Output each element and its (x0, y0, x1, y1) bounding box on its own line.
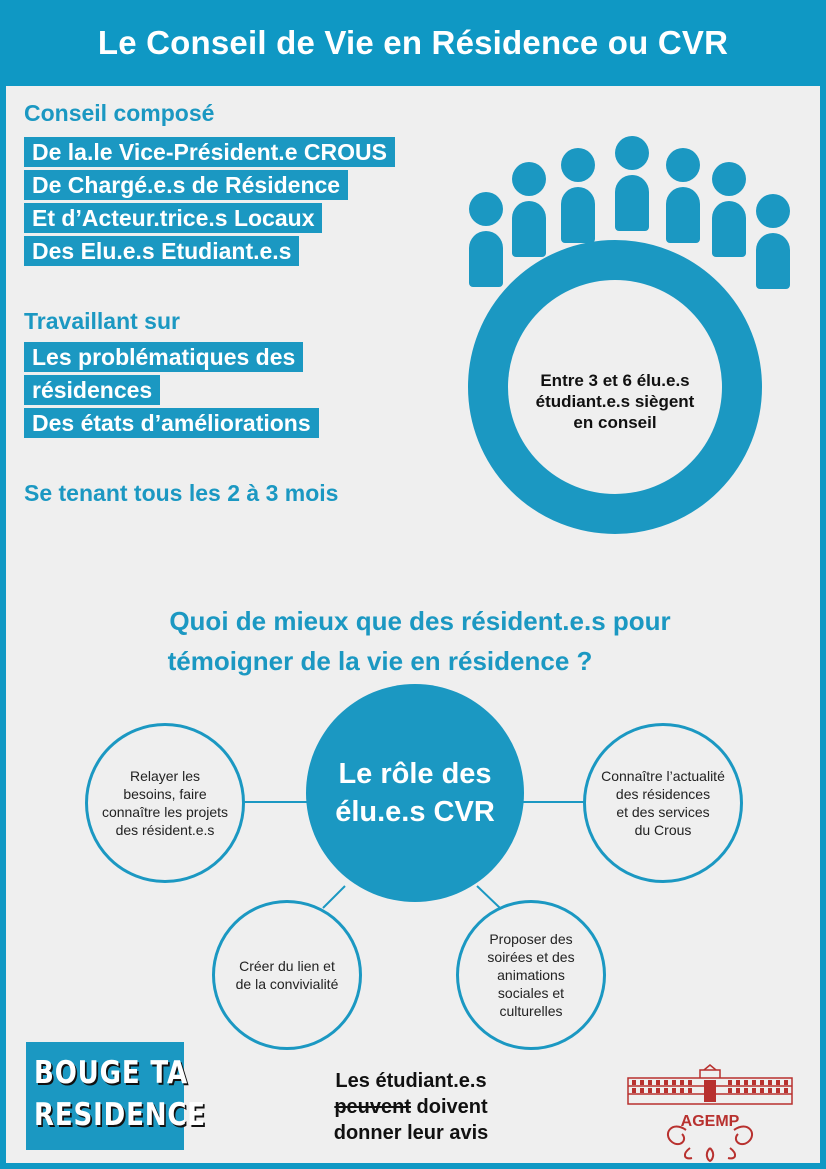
frequency-text: Se tenant tous les 2 à 3 mois (24, 480, 339, 506)
work-item: résidences (24, 375, 160, 405)
composition-title: Conseil composé (24, 100, 215, 126)
role-text-line: Proposer des (489, 931, 573, 947)
bottom-message (306, 1068, 516, 1146)
role-center-line: Le rôle des (338, 758, 492, 790)
bottom-line: Les étudiant.e.s (335, 1070, 487, 1092)
composition-item: De la.le Vice-Président.e CROUS (24, 137, 395, 167)
role-text-line: sociales et (497, 985, 565, 1001)
role-text-line: connaître les projets (101, 804, 229, 820)
page-title: Le Conseil de Vie en Résidence ou CVR (97, 24, 729, 61)
role-center-circle (306, 684, 524, 902)
bouge-ta-residence-logo (26, 1042, 206, 1150)
question-line: témoigner de la vie en résidence ? (167, 646, 593, 676)
role-center-line: élu.e.s CVR (335, 796, 495, 828)
question-line: Quoi de mieux que des résident.e.s pour (169, 606, 671, 636)
role-circle-relay (85, 723, 245, 883)
ring-text-line: en conseil (573, 413, 657, 432)
role-text-line: Relayer les (129, 768, 200, 784)
work-item: Les problématiques des (24, 342, 303, 372)
logo-text-line: RESIDENCE (34, 1097, 206, 1133)
role-text-line: de la convivialité (235, 976, 339, 992)
role-text-line: soirées et des (487, 949, 575, 965)
agemp-logo-text: AGEMP (680, 1113, 740, 1130)
work-item: Des états d’améliorations (24, 408, 319, 438)
ring-text-line: étudiant.e.s siègent (535, 392, 695, 411)
logo-text-line: BOUGE TA (34, 1055, 188, 1091)
bottom-line: donner leur avis (333, 1122, 489, 1144)
ring-text-line: Entre 3 et 6 élu.e.s (540, 371, 690, 390)
role-text-line: Créer du lien et (239, 958, 335, 974)
role-circle-bond (212, 900, 362, 1050)
role-text-line: Connaître l’actualité (601, 768, 725, 784)
role-text-line: des résidences (615, 786, 711, 802)
composition-item: De Chargé.e.s de Résidence (24, 170, 348, 200)
role-text-line: du Crous (634, 822, 692, 838)
role-circle-events (456, 900, 606, 1050)
role-text-line: besoins, faire (123, 786, 207, 802)
agemp-logo (622, 1064, 798, 1162)
role-text-line: des résident.e.s (115, 822, 215, 838)
role-text-line: animations (497, 967, 565, 983)
bottom-line (306, 1094, 516, 1120)
role-text-line: et des services (616, 804, 710, 820)
composition-item: Et d’Acteur.trice.s Locaux (24, 203, 322, 233)
composition-item: Des Elu.e.s Etudiant.e.s (24, 236, 299, 266)
work-title: Travaillant sur (24, 308, 180, 334)
bottom-line-rest: doivent (411, 1096, 488, 1118)
role-text-line: culturelles (499, 1003, 563, 1019)
role-circle-news (583, 723, 743, 883)
struck-word: peuvent (334, 1096, 411, 1118)
